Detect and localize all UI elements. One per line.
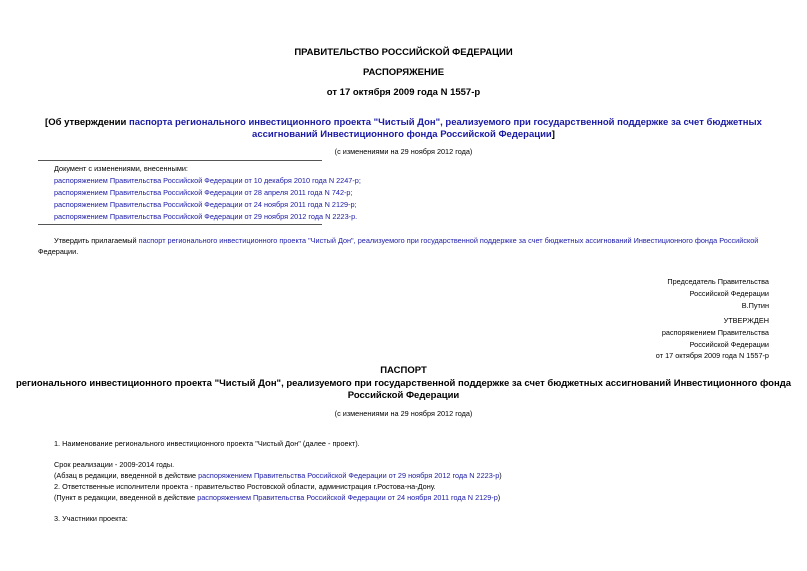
signature-name: В.Путин [741, 301, 769, 310]
title-close: ] [551, 129, 555, 140]
passport-subtitle-line-1: регионального инвестиционного проекта "Чистый Дон", реализуемого при государственной поддержке за счет бюджетных ассигнований Инвестиционного фонда [15, 378, 792, 389]
changes-note: (с изменениями на 29 ноября 2012 года) [334, 147, 473, 156]
approved-by: распоряжением Правительства [661, 328, 769, 337]
passport-link[interactable]: паспорт регионального инвестиционного проекта "Чистый Дон", реализуемого при государственной поддержке за счет бюджетных ассигнований Инвестиционного фонда Российской [138, 236, 759, 245]
approve-suffix: Федерации. [38, 247, 79, 256]
approve-paragraph [54, 235, 758, 247]
title-link-cont[interactable]: ассигнований Инвестиционного фонда Российской Федерации [252, 129, 552, 140]
document-date: от 17 октября 2009 года N 1557-р [326, 87, 481, 98]
amendment-link[interactable]: распоряжением Правительства Российской Федерации от 29 ноября 2012 года N 2223-р. [54, 212, 358, 221]
section-2: 2. Ответственные исполнители проекта - правительство Ростовской области, администрация г.Ростова-на-Дону. [54, 482, 436, 491]
document-title-line-2 [0, 129, 807, 140]
amendment-link[interactable]: распоряжением Правительства Российской Федерации от 24 ноября 2011 года N 2129-р; [54, 200, 357, 209]
term-edit-note: (Абзац в редакции, введенной в действие распоряжением Правительства Российской Федерации от 29 ноября 2012 года N 2223-р) [54, 471, 502, 480]
document-type: РАСПОРЯЖЕНИЕ [362, 67, 445, 78]
edit-link-2223[interactable]: распоряжением Правительства Российской Федерации от 29 ноября 2012 года N 2223-р [198, 471, 500, 480]
approved-label: УТВЕРЖДЕН [723, 316, 769, 325]
approved-date: от 17 октября 2009 года N 1557-р [655, 351, 769, 360]
amendment-link[interactable]: распоряжением Правительства Российской Федерации от 10 декабря 2010 года N 2247-р; [54, 176, 361, 185]
passport-title: ПАСПОРТ [380, 365, 427, 376]
passport-changes-note: (с изменениями на 29 ноября 2012 года) [334, 409, 473, 418]
divider-bottom [38, 224, 322, 225]
section-1: 1. Наименование регионального инвестиционного проекта "Чистый Дон" (далее - проект). [54, 439, 360, 448]
passport-subtitle-line-2: Российской Федерации [347, 390, 460, 401]
title-link[interactable]: паспорта регионального инвестиционного проекта "Чистый Дон", реализуемого при государственной поддержке за счет бюджетных [128, 117, 762, 128]
edit-link-2129[interactable]: распоряжением Правительства Российской Федерации от 24 ноября 2011 года N 2129-р [197, 493, 498, 502]
approve-prefix: Утвердить прилагаемый [54, 236, 137, 245]
section-3: 3. Участники проекта: [54, 514, 128, 523]
signature-country: Российской Федерации [689, 289, 769, 298]
divider-top [38, 160, 322, 161]
title-open: [Об утверждении [45, 117, 129, 128]
signature-position: Председатель Правительства [667, 277, 769, 286]
term-text: Срок реализации - 2009-2014 годы. [54, 460, 175, 469]
section-2-edit-note: (Пункт в редакции, введенной в действие распоряжением Правительства Российской Федерации от 24 ноября 2011 года N 2129-р) [54, 493, 501, 502]
approved-country: Российской Федерации [689, 340, 769, 349]
document-title-line-1 [0, 117, 807, 128]
government-heading: ПРАВИТЕЛЬСТВО РОССИЙСКОЙ ФЕДЕРАЦИИ [294, 47, 513, 58]
amendments-intro: Документ с изменениями, внесенными: [54, 164, 188, 173]
amendment-link[interactable]: распоряжением Правительства Российской Федерации от 28 апреля 2011 года N 742-р; [54, 188, 353, 197]
